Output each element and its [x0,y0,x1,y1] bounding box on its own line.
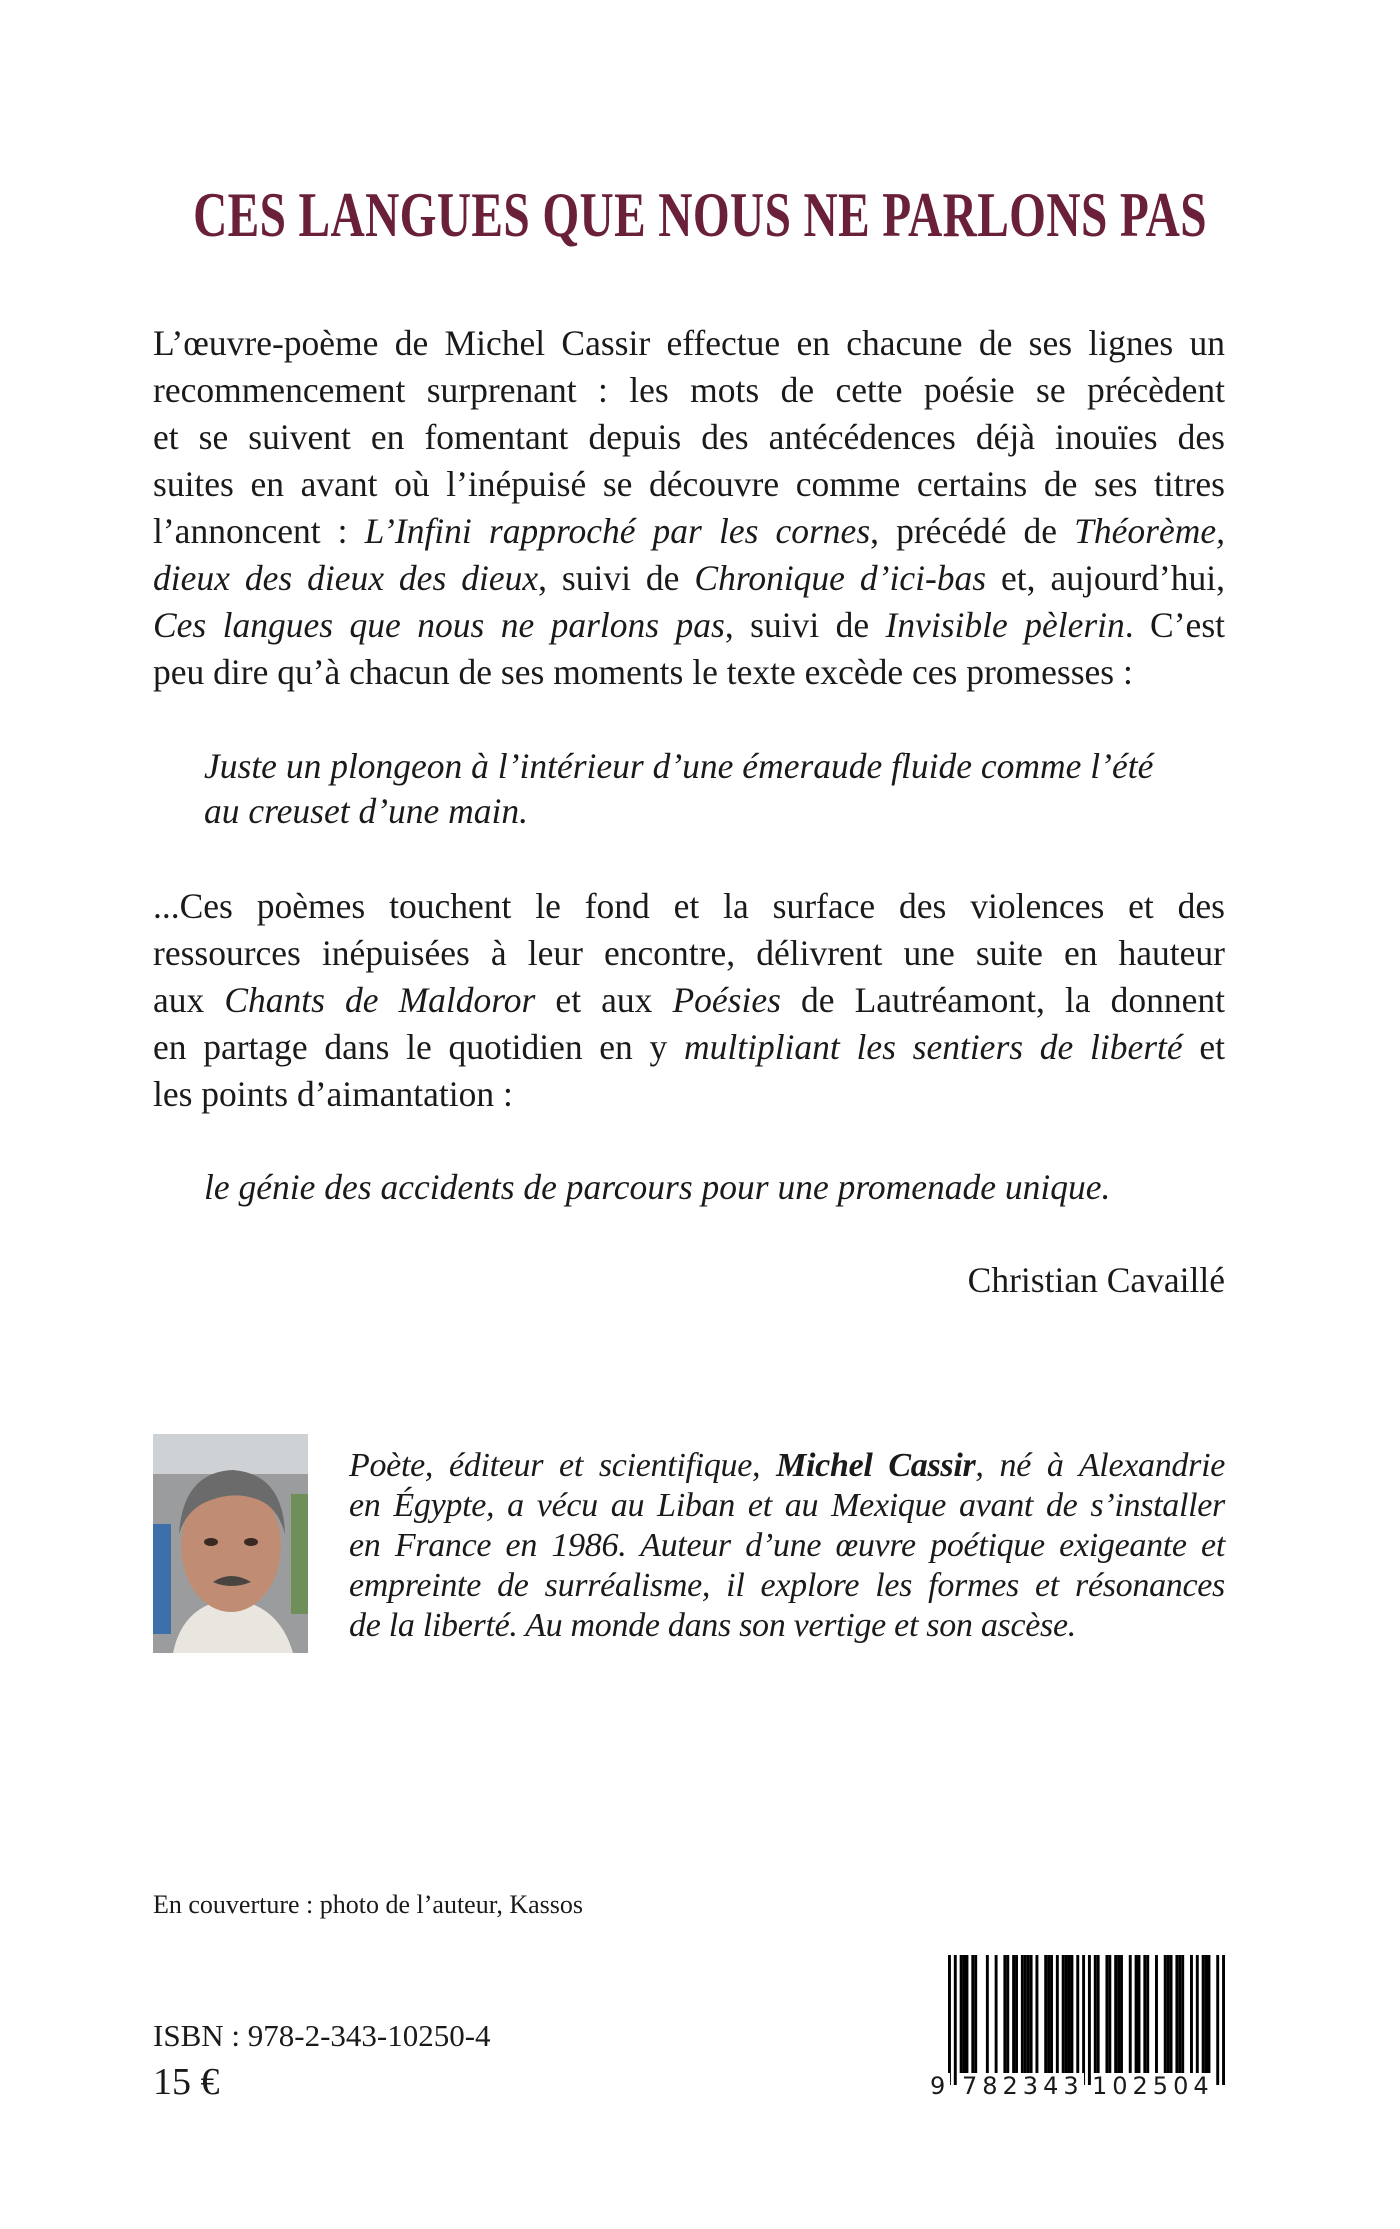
barcode-bar [1205,1955,1208,2073]
barcode-bar [1024,1955,1027,2073]
text-line [349,1526,1225,1566]
text-line [153,508,1225,555]
barcode-bar [1196,1955,1199,2073]
blurb-quote-2 [204,1164,1225,1211]
barcode-bar [965,1955,968,2073]
text-segment: ressources inépuisées à leur encontre, délivrent une suite en hauteur [153,933,1225,973]
barcode-bar [954,1955,957,2085]
author-portrait-image [153,1434,308,1653]
barcode-bar [1135,1955,1138,2073]
barcode-bar [1056,1955,1059,2073]
text-line [153,1024,1225,1071]
text-segment: et aux [535,980,673,1020]
blurb-paragraph-2 [153,883,1225,1118]
text-line [153,977,1225,1024]
book-title [0,178,1400,252]
barcode-bar [948,1955,951,2085]
text-segment: au creuset d’une main. [204,791,529,831]
barcode-bar [1181,1955,1184,2073]
text-segment: Chronique d’ici-bas [694,558,987,598]
barcode-bar [1012,1955,1015,2073]
barcode-bar [1044,1955,1047,2073]
barcode-bar [1114,1955,1117,2073]
barcode-right-digits: 102504 [1092,2072,1214,2100]
barcode-bar [1030,1955,1033,2073]
text-segment: , suivi de [538,558,695,598]
text-segment: en partage dans le quotidien en y [153,1027,684,1067]
text-segment: multipliant les sentiers de liberté [683,1027,1183,1067]
text-segment: en Égypte, a vécu au Liban et au Mexique avant de s’installer [349,1487,1225,1524]
barcode-bar [963,1955,966,2073]
text-line [153,930,1225,977]
barcode [930,1955,1225,2100]
barcode-bar [1108,1955,1111,2073]
barcode-bar [1082,1955,1085,2085]
text-line [204,744,1225,789]
text-segment: Chants de Maldoror [224,980,536,1020]
text-line [153,1071,1225,1118]
barcode-bar [1003,1955,1006,2073]
barcode-bar [1076,1955,1079,2073]
barcode-bar [1035,1955,1038,2073]
barcode-bar [995,1955,998,2073]
barcode-bar [1027,1955,1030,2073]
barcode-bar [1068,1955,1071,2073]
barcode-bar [1143,1955,1146,2073]
text-segment: Ces langues que nous ne parlons pas [153,605,725,645]
text-segment: l’annoncent : [153,511,365,551]
barcode-bar [1021,1955,1024,2073]
barcode-bar [1070,1955,1073,2073]
cover-credit: En couverture : photo de l’auteur, Kassos [153,1890,584,1919]
text-segment: Michel Cassir [776,1447,976,1484]
text-segment: L’œuvre-poème de Michel Cassir effectue en chacune de ses lignes un [153,323,1225,363]
barcode-bar [1146,1955,1149,2073]
text-segment: les points d’aimantation : [153,1074,513,1114]
text-line [204,1164,1225,1211]
text-line [204,789,1225,834]
text-line [349,1566,1225,1606]
barcode-bar [1047,1955,1050,2073]
text-segment: L’Infini rapproché par les cornes [364,511,871,551]
text-segment: Invisible pèlerin [885,605,1125,645]
barcode-bar [1222,1955,1225,2085]
barcode-bar [1094,1955,1097,2073]
barcode-bar [986,1955,989,2073]
barcode-bar [1105,1955,1108,2073]
text-segment: Poète, éditeur et scientifique, [349,1447,777,1484]
text-segment: , né à Alexandrie [975,1447,1226,1484]
blurb-quote-1 [204,744,1225,834]
barcode-left-digits: 782343 [962,2072,1084,2100]
text-segment: de Lautréamont, la donnent [780,980,1225,1020]
text-line [349,1446,1225,1486]
text-segment: ...Ces poèmes touchent le fond et la surface des violences et des [153,886,1225,926]
text-segment: aux [153,980,225,1020]
barcode-bar [1178,1955,1181,2073]
barcode-bars [948,1955,1225,2085]
text-line [153,461,1225,508]
barcode-bar [960,1955,963,2073]
author-bio [349,1446,1225,1646]
text-line [153,883,1225,930]
text-line [153,367,1225,414]
text-segment: et se suivent en fomentant depuis des antécédences déjà inouïes des [153,417,1225,457]
barcode-bar [1006,1955,1009,2073]
text-segment: Poésies [672,980,781,1020]
barcode-bar [1062,1955,1065,2073]
text-line [153,602,1225,649]
text-segment: dieux des dieux des dieux [153,558,539,598]
text-segment: peu dire qu’à chacun de ses moments le texte excède ces promesses : [153,652,1133,692]
text-segment: et, aujourd’hui, [986,558,1225,598]
text-segment: . C’est [1124,605,1225,645]
barcode-bar [1155,1955,1158,2073]
barcode-bar [1050,1955,1053,2073]
barcode-first-digit: 9 [930,2072,951,2100]
text-line [153,649,1225,696]
blurb-signature: Christian Cavaillé [967,1260,1225,1300]
barcode-bar [1120,1955,1123,2073]
text-line [153,555,1225,602]
barcode-bar [1015,1955,1018,2073]
book-title-text: CES LANGUES QUE NOUS NE PARLONS PAS [193,179,1207,250]
text-segment: Théorème, [1074,511,1225,551]
text-segment: , suivi de [724,605,886,645]
text-line [153,414,1225,461]
text-segment: et [1182,1027,1225,1067]
barcode-bar [1190,1955,1193,2073]
text-segment: empreinte de surréalisme, il explore les formes et résonances [349,1567,1225,1604]
text-segment: en France en 1986. Auteur d’une œuvre poétique exigeante et [349,1527,1225,1564]
barcode-bar [971,1955,974,2073]
price: 15 € [153,2061,220,2103]
barcode-bar [1164,1955,1167,2073]
text-line [349,1606,1225,1646]
text-segment: de la liberté. Au monde dans son vertige et son ascèse. [349,1607,1076,1644]
text-line [349,1486,1225,1526]
barcode-bar [1202,1955,1205,2073]
barcode-bar [1097,1955,1100,2073]
isbn: ISBN : 978-2-343-10250-4 [153,2018,491,2053]
barcode-bar [1138,1955,1141,2073]
barcode-bar [1216,1955,1219,2085]
author-photo [153,1434,308,1653]
text-segment: suites en avant où l’inépuisé se découvre comme certains de ses titres [153,464,1225,504]
barcode-bar [1167,1955,1170,2073]
barcode-bar [1129,1955,1132,2073]
text-segment: , précédé de [870,511,1075,551]
barcode-bar [1175,1955,1178,2073]
text-segment: recommencement surprenant : les mots de cette poésie se précèdent [153,370,1225,410]
barcode-bar [1170,1955,1173,2073]
text-segment: Juste un plongeon à l’intérieur d’une émeraude fluide comme l’été [204,746,1154,786]
barcode-bar [1208,1955,1211,2073]
blurb-paragraph-1 [153,320,1225,696]
barcode-bar [1065,1955,1068,2073]
barcode-bar [1088,1955,1091,2085]
text-line [153,320,1225,367]
text-segment: le génie des accidents de parcours pour une promenade unique. [204,1167,1111,1207]
barcode-bar [1117,1955,1120,2073]
barcode-bar [974,1955,977,2073]
